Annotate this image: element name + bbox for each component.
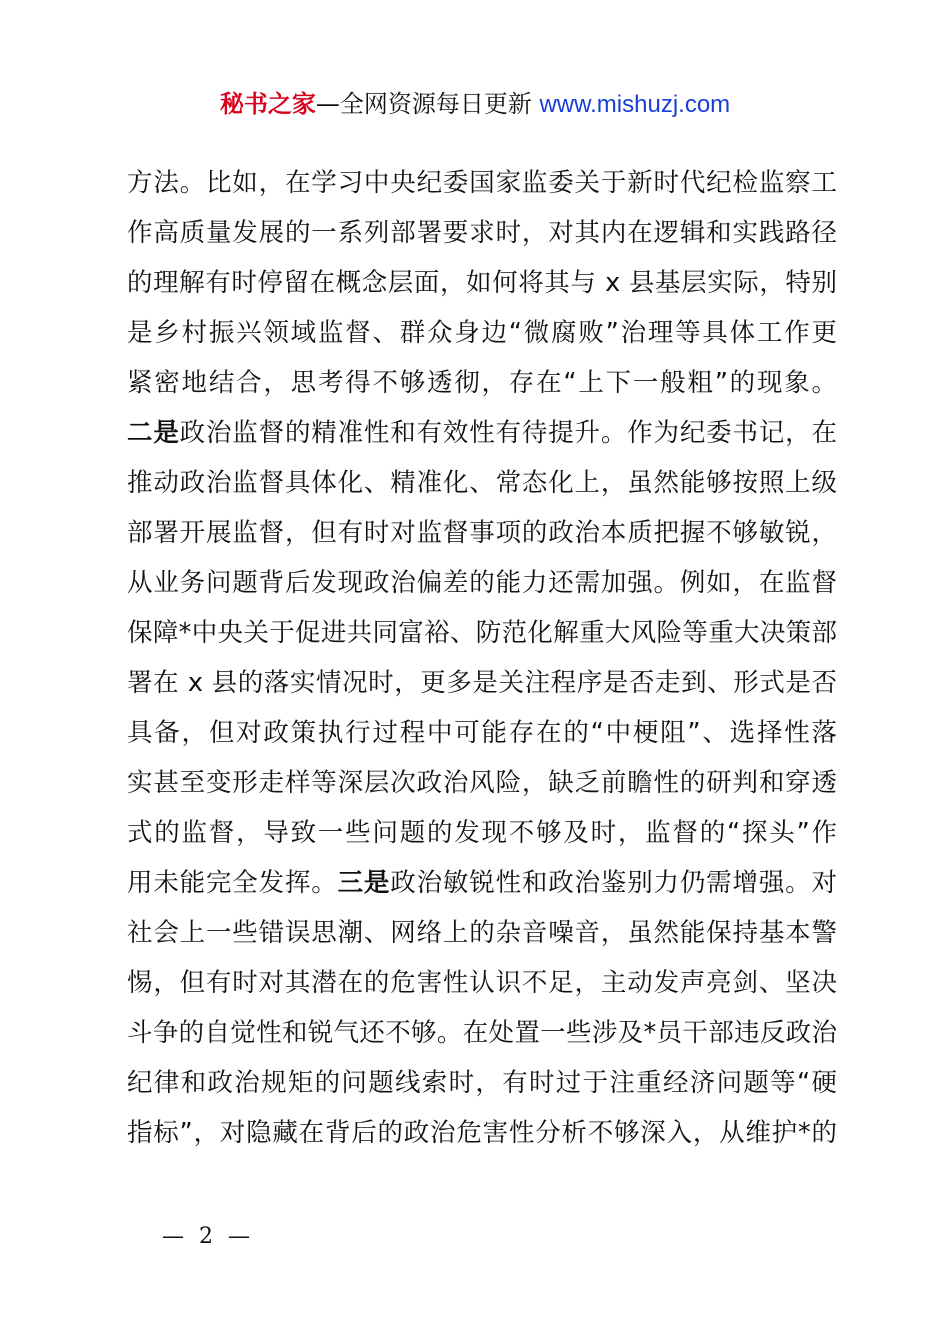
- text-segment: 用未能完全发挥。: [127, 868, 338, 898]
- text-line: [127, 408, 837, 458]
- text-line: [127, 258, 837, 308]
- text-line: [127, 708, 837, 758]
- text-segment: 政治敏锐性和政治鉴别力仍需增强。对: [390, 868, 837, 898]
- text-line: [127, 1058, 837, 1108]
- text-line: [127, 558, 837, 608]
- text-segment: 紧密地结合，思考得不够透彻，存在“上下一般粗”的现象。: [127, 368, 837, 398]
- text-segment: 惕，但有时对其潜在的危害性认识不足，主动发声亮剑、坚决: [127, 968, 837, 998]
- text-segment: 是乡村振兴领域监督、群众身边“微腐败”治理等具体工作更: [127, 318, 837, 348]
- text-segment: 作高质量发展的一系列部署要求时，对其内在逻辑和实践路径: [127, 218, 837, 248]
- text-line: [127, 858, 837, 908]
- bold-lead-phrase: 三是: [337, 868, 391, 898]
- brand-name: 秘书之家: [219, 90, 316, 118]
- text-line: [127, 458, 837, 508]
- bold-lead-phrase: 二是: [127, 418, 180, 448]
- text-line: [127, 808, 837, 858]
- header-slogan: —全网资源每日更新: [315, 90, 540, 118]
- text-segment: 推动政治监督具体化、精准化、常态化上，虽然能够按照上级: [127, 468, 837, 498]
- text-line: [127, 508, 837, 558]
- text-line: [127, 308, 837, 358]
- text-segment: 指标”，对隐藏在背后的政治危害性分析不够深入，从维护*的: [127, 1118, 837, 1148]
- text-segment: 从业务问题背后发现政治偏差的能力还需加强。例如，在监督: [127, 568, 837, 598]
- page-number: — 2 —: [162, 1224, 254, 1249]
- text-segment: 社会上一些错误思潮、网络上的杂音噪音，虽然能保持基本警: [127, 918, 837, 948]
- text-segment: 具备，但对政策执行过程中可能存在的“中梗阻”、选择性落: [127, 718, 837, 748]
- text-segment: 部署开展监督，但有时对监督事项的政治本质把握不够敏锐，: [127, 518, 837, 548]
- text-line: [127, 608, 837, 658]
- text-line: [127, 758, 837, 808]
- text-segment: 式的监督，导致一些问题的发现不够及时，监督的“探头”作: [127, 818, 837, 848]
- text-line: [127, 358, 837, 408]
- text-segment: 方法。比如，在学习中央纪委国家监委关于新时代纪检监察工: [127, 168, 837, 198]
- text-segment: 保障*中央关于促进共同富裕、防范化解重大风险等重大决策部: [127, 618, 837, 648]
- text-line: [127, 208, 837, 258]
- text-line: [127, 1108, 837, 1158]
- site-header: [0, 88, 950, 121]
- site-url-link[interactable]: www.mishuzj.com: [539, 91, 731, 118]
- text-line: [127, 1008, 837, 1058]
- text-line: [127, 658, 837, 708]
- text-segment: 实甚至变形走样等深层次政治风险，缺乏前瞻性的研判和穿透: [127, 768, 837, 798]
- text-segment: 署在 x 县的落实情况时，更多是关注程序是否走到、形式是否: [127, 668, 837, 698]
- text-line: [127, 958, 837, 1008]
- document-body: [127, 158, 837, 1158]
- text-segment: 斗争的自觉性和锐气还不够。在处置一些涉及*员干部违反政治: [127, 1018, 837, 1048]
- text-segment: 政治监督的精准性和有效性有待提升。作为纪委书记，在: [179, 418, 837, 448]
- text-line: [127, 908, 837, 958]
- text-segment: 的理解有时停留在概念层面，如何将其与 x 县基层实际，特别: [127, 268, 837, 298]
- text-segment: 纪律和政治规矩的问题线索时，有时过于注重经济问题等“硬: [127, 1068, 837, 1098]
- text-line: [127, 158, 837, 208]
